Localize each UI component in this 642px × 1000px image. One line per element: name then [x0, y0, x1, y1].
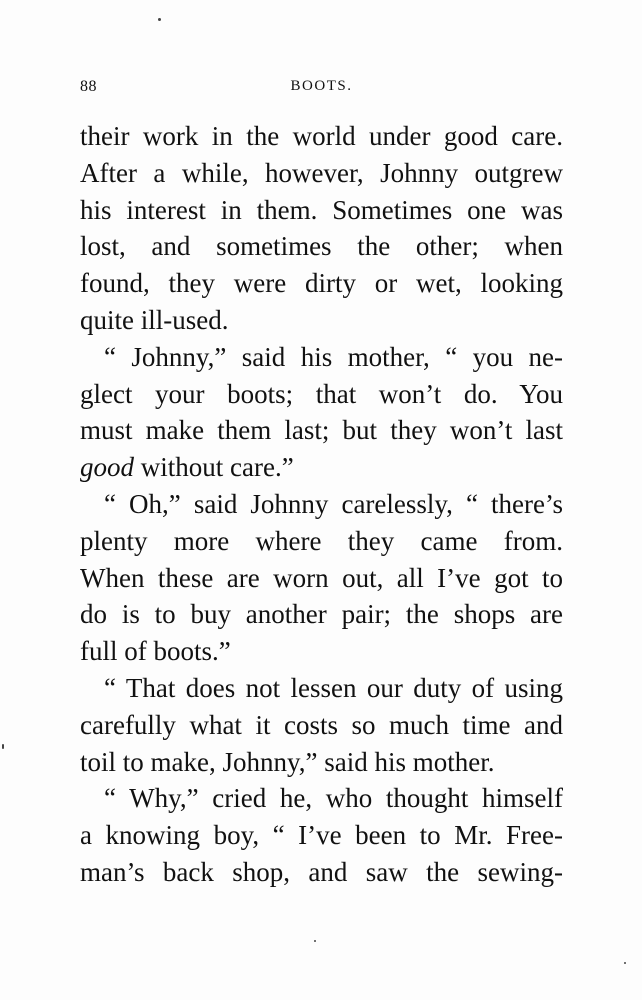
- text-line: When these are worn out, all I’ve got to: [80, 562, 563, 593]
- text-line: must make them last; but they won’t last: [80, 415, 563, 446]
- text-line: man’s back shop, and saw the sewing-: [80, 856, 563, 887]
- paper-speck: [624, 962, 626, 964]
- text-line: “ That does not lessen our duty of using: [104, 672, 563, 703]
- text-line: After a while, however, Johnny outgrew: [80, 157, 563, 188]
- running-head: [80, 78, 563, 102]
- text-line: do is to buy another pair; the shops are: [80, 599, 563, 630]
- body-text: [80, 118, 563, 891]
- text-line: their work in the world under good care.: [80, 121, 563, 151]
- text-line: carefully what it costs so much time and: [80, 709, 563, 740]
- text-line: “ Johnny,” said his mother, “ you ne-: [104, 341, 563, 372]
- text-line-rest: without care.”: [140, 452, 294, 483]
- text-line: full of boots.”: [80, 636, 231, 667]
- text-line: found, they were dirty or wet, looking: [80, 268, 563, 299]
- text-line: glect your boots; that won’t do. You: [80, 378, 563, 409]
- text-line: lost, and sometimes the other; when: [80, 231, 563, 262]
- page-number: 88: [80, 78, 97, 95]
- text-line: quite ill-used.: [80, 304, 229, 335]
- paper-speck: [2, 744, 4, 749]
- text-line: a knowing boy, “ I’ve been to Mr. Free-: [80, 820, 563, 851]
- text-line: “ Oh,” said Johnny carelessly, “ there’s: [104, 488, 563, 519]
- text-line: his interest in them. Sometimes one was: [80, 194, 563, 225]
- italic-word: good: [80, 452, 134, 483]
- text-line: plenty more where they came from.: [80, 525, 563, 556]
- text-line: toil to make, Johnny,” said his mother.: [80, 746, 495, 777]
- text-line: “ Why,” cried he, who thought himself: [104, 783, 563, 814]
- running-head-title: BOOTS.: [290, 78, 353, 94]
- paper-speck: [158, 18, 161, 21]
- paper-speck: [314, 940, 316, 942]
- text-line-with-italic: [80, 449, 563, 486]
